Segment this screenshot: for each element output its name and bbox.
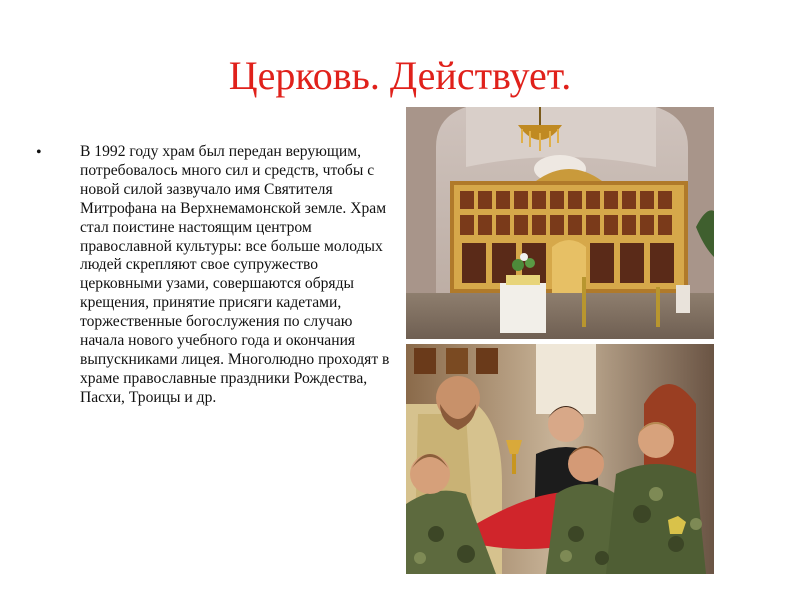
bullet-item <box>36 143 396 408</box>
church-iconostasis-photo <box>406 107 714 339</box>
bullet-list <box>36 143 396 408</box>
iconostasis-image <box>406 107 714 339</box>
bullet-text: В 1992 году храм был передан верующим, потребовалось много сил и средств, чтобы с новой силой зазвучало имя Святителя Митрофана на Верхнемамонской земле. Храм стал поистине настоящим центром православной культуры: все больше молодых людей скрепляют свое супружество церковными узами, совершаются обряды крещения, принятие присяги кадетами, торжественные богослужения по случаю начала нового учебного года и окончания выпускниками лицея. Многолюдно проходят в храме православные праздники Рождества, Пасхи, Троицы и др. <box>80 143 390 406</box>
cadet-oath-ceremony-photo <box>406 344 714 574</box>
bullet-icon: • <box>36 144 42 161</box>
slide-title: Церковь. Действует. <box>228 53 572 98</box>
cadet-ceremony-image <box>406 344 714 574</box>
